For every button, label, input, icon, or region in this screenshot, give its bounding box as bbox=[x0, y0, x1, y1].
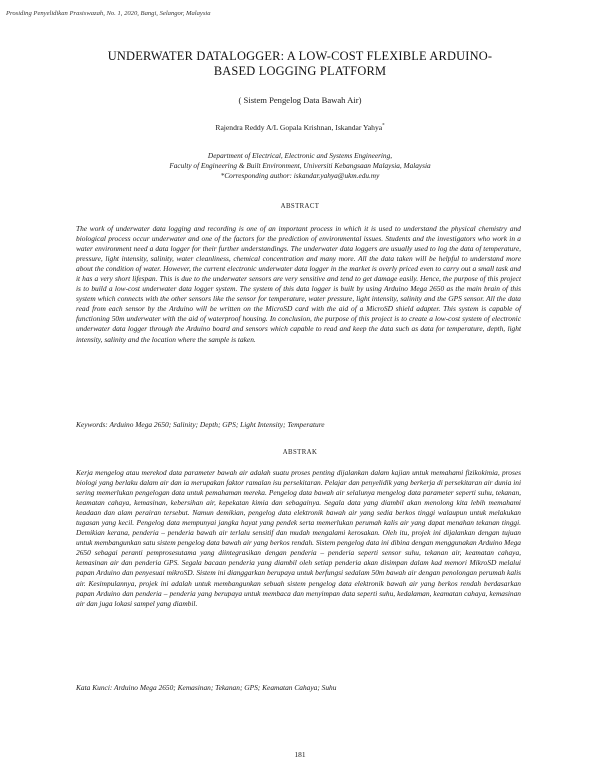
running-header: Prosiding Penyelidikan Prasiswazah, No. 1, 2020, Bangi, Selangor, Malaysia bbox=[6, 10, 211, 17]
abstrak-body: Kerja mengelog atau merekod data parameter bawah air adalah suatu proses penting dijalankan dalam kajian untuk memahami fizikokimia, proses biologi yang berlaku dalam air dan ia merupakan faktor ramalan isu persekitaran. Pelajar dan penyelidik yang berkerja di persekitaran air dunia ini sering memerlukan pengelogan data untuk pemahaman mereka. Pengelog data bawah air selalunya mengelog data parameter seperti suhu, tekanan, keamatan cahaya, kemasinan, kebersihan air, kepekatan kimia dan sebagainya. Segala data yang diambil akan menolong kita lebih memahami keadaan dan alam perairan tersebut. Namun demikian, pengelog data elektronik bawah air yang sedia berkos tinggi walaupun untuk melakukan tugasan yang kecil. Pengelog data mempunyai jangka hayat yang pendek serta memerlukan perumah kalis air yang dapat menahan tekanan tinggi. Demikian kerana, penderia – penderia bawah air terlalu sensitif dan mudah mengalami kerosakan. Oleh itu, projek ini dijalankan dengan tujuan untuk membangunkan satu sistem pengelog data bawah air yang berkos rendah. Sistem pengelog data ini dibina dengan menggunakan Arduino Mega 2650 sebagai peranti pemprosesutama yang diintegrasikan dengan penderia – penderia seperti sensor suhu, tekanan air, keamatan cahaya, kemasinan air dan penderia GPS. Segala bacaan penderia yang diambil oleh setiap penderia akan disimpan dalam kad memori MikroSD melalui papan Arduino dan penyesuai mikroSD. Sistem ini dianggarkan berupaya untuk berfungsi sedalam 50m bawah air dengan penolongan perumah kalis air. Kesimpulannya, projek ini adalah untuk membangunkan sebuah sistem pengelog data elektronik bawah air yang berkos rendah berdasarkan papan Arduino dan penderia – penderia yang berupaya untuk membaca dan menyimpan data seperti suhu, kedalaman, keamatan cahaya, kemasinan air dan juga lokasi sampel yang diambil. bbox=[76, 468, 521, 608]
title-line-2: BASED LOGGING PLATFORM bbox=[213, 64, 387, 78]
corresponding-author-mark: * bbox=[382, 123, 385, 129]
page-number: 181 bbox=[294, 750, 306, 759]
abstract-body: The work of underwater data logging and recording is one of an important process in which it is used to understand the physical chemistry and biological process occur underwater and one of the factors for the prediction of environmental issues. Students and the investigators who work in a water environment need a data logger for their further understandings. The underwater data loggers are usually used to log the data of temperature, pressure, light intensity, salinity, water cleanliness, chemical concentration and many more. All the data taken will be helpful to understand more about the condition of water. However, the current electronic underwater data logger in the market is overly priced even to carry out a small task and it has a very short lifespan. This is due to the underwater sensors are very sensitive and tend to get damage easily. Hence, the purpose of this project is to build a low-cost underwater data logger system. The system of this data logger is built by using Arduino Mega 2650 as the main brain of this system which connects with the other sensors like the sensor for temperature, water pressure, light intensity, salinity and the GPS sensor. All the data read from each sensor by the Arduino will be written on the MicroSD card with the aid of a MicroSD shield adapter. This system is capable of functioning 50m underwater with the aid of waterproof housing. In conclusion, the purpose of this project is to create a low-cost system of electronic underwater data logger through the Arduino board and sensors which capable to read and keep the data such as data for temperature, depth, light intensity, salinity and the location where the sample is taken. bbox=[76, 224, 521, 344]
abstract-keywords: Keywords: Arduino Mega 2650; Salinity; Depth; GPS; Light Intensity; Temperature bbox=[76, 420, 325, 429]
title-line-1: UNDERWATER DATALOGGER: A LOW-COST FLEXIBLE ARDUINO- bbox=[107, 49, 493, 63]
author-names: Rajendra Reddy A/L Gopala Krishnan, Iskandar Yahya bbox=[215, 123, 383, 132]
abstrak-heading: ABSTRAK bbox=[282, 449, 318, 456]
affiliation-department: Department of Electrical, Electronic and Systems Engineering, bbox=[207, 151, 393, 160]
paper-subtitle: ( Sistem Pengelog Data Bawah Air) bbox=[238, 95, 362, 105]
abstract-heading: ABSTRACT bbox=[280, 203, 320, 210]
affiliation-faculty: Faculty of Engineering & Built Environment, Universiti Kebangsaan Malaysia, Malaysia bbox=[169, 160, 431, 170]
paper-title bbox=[70, 49, 530, 79]
abstrak-keywords: Kata Kunci: Arduino Mega 2650; Kemasinan; Tekanan; GPS; Keamatan Cahaya; Suhu bbox=[76, 683, 337, 692]
author-list bbox=[100, 123, 500, 132]
corresponding-author-email: *Corresponding author: iskandar.yahya@ukm.edu.my bbox=[220, 170, 380, 180]
affiliation-block bbox=[100, 151, 500, 181]
